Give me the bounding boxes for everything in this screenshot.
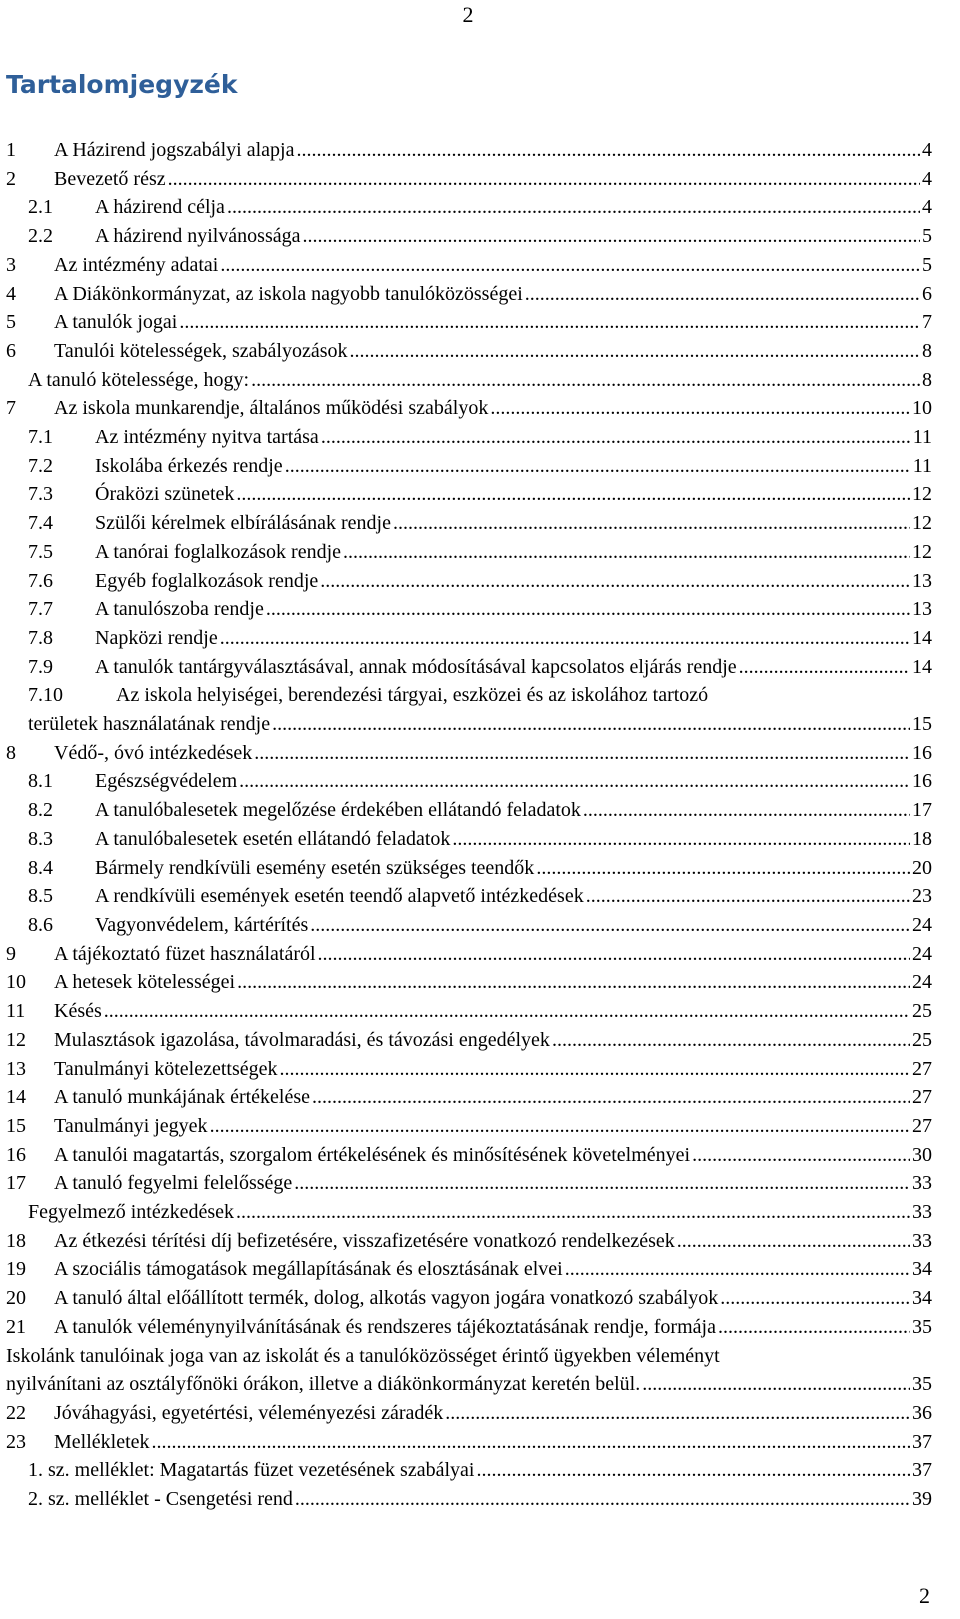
toc-entry-page: 16 — [912, 741, 932, 764]
toc-entry-title: A rendkívüli események esetén teendő alapvető intézkedések — [95, 885, 584, 908]
toc-entry-number: 7.1 — [28, 426, 53, 449]
toc-entry-number: 2.1 — [28, 196, 53, 219]
toc-entry[interactable] — [6, 1198, 932, 1227]
toc-dot-leader — [476, 1456, 910, 1485]
toc-dot-leader — [251, 366, 920, 395]
toc-entry[interactable] — [6, 366, 932, 395]
toc-entry-number: 2 — [6, 167, 16, 190]
toc-entry-number: 11 — [6, 1000, 26, 1023]
toc-dot-leader — [343, 538, 910, 567]
toc-entry-number: 7.7 — [28, 598, 53, 621]
toc-entry-title: A tanuló által előállított termék, dolog, alkotás vagyon jogára vonatkozó szabályok — [54, 1287, 719, 1310]
toc-entry-title: Egészségvédelem — [95, 770, 238, 793]
toc-dot-leader — [318, 940, 910, 969]
toc-entry-page: 24 — [912, 913, 932, 936]
toc-entry-number: 20 — [6, 1287, 26, 1310]
toc-entry-page: 33 — [912, 1229, 932, 1252]
toc-entry[interactable] — [6, 1456, 932, 1485]
toc-dot-leader — [236, 1198, 910, 1227]
toc-entry-page: 24 — [912, 942, 932, 965]
toc-entry-title: A tanulói magatartás, szorgalom értékelésének és minősítésének követelményei — [54, 1143, 691, 1166]
toc-entry-title: területek használatának rendje — [28, 713, 271, 736]
toc-dot-leader — [168, 165, 920, 194]
toc-dot-leader — [220, 624, 910, 653]
toc-entry-number: 8.5 — [28, 885, 53, 908]
table-of-contents — [6, 136, 932, 1514]
toc-entry-number: 8.6 — [28, 913, 53, 936]
toc-dot-leader — [445, 1399, 910, 1428]
toc-entry-title: nyilvánítani az osztályfőnöki órákon, illetve a diákönkormányzat keretén belül. — [6, 1373, 641, 1396]
toc-entry-title: A tanulóbalesetek esetén ellátandó feladatok — [95, 827, 451, 850]
toc-entry[interactable] — [6, 1083, 932, 1112]
toc-dot-leader — [254, 739, 910, 768]
toc-entry-title: A tanulók véleménynyilvánításának és rendszeres tájékoztatásának rendje, formája — [54, 1315, 716, 1338]
toc-entry-title: Az étkezési térítési díj befizetésére, visszafizetésére vonatkozó rendelkezések — [54, 1229, 675, 1252]
toc-entry-number: 7.8 — [28, 626, 53, 649]
toc-entry-number: 14 — [6, 1086, 26, 1109]
toc-dot-leader — [239, 767, 910, 796]
toc-dot-leader — [280, 1055, 910, 1084]
toc-entry-number: 23 — [6, 1430, 26, 1453]
toc-entry-number: 17 — [6, 1172, 26, 1195]
toc-entry[interactable] — [6, 337, 932, 366]
toc-entry-number: 13 — [6, 1057, 26, 1080]
toc-entry-title: 1. sz. melléklet: Magatartás füzet vezetésének szabályai — [28, 1459, 475, 1482]
toc-entry-page: 39 — [912, 1488, 932, 1511]
toc-dot-leader — [310, 911, 910, 940]
toc-entry[interactable] — [6, 710, 932, 739]
toc-dot-leader — [294, 1169, 910, 1198]
toc-entry-title: Fegyelmező intézkedések — [28, 1201, 235, 1224]
toc-dot-leader — [583, 796, 910, 825]
toc-entry-number: 7.4 — [28, 512, 53, 535]
toc-dot-leader — [295, 1485, 910, 1514]
toc-dot-leader — [152, 1428, 910, 1457]
toc-entry-number: 8 — [6, 741, 16, 764]
toc-dot-leader — [272, 710, 910, 739]
toc-entry[interactable] — [6, 251, 932, 280]
toc-dot-leader — [677, 1227, 910, 1256]
toc-entry-page: 34 — [912, 1258, 932, 1281]
toc-entry[interactable] — [6, 509, 932, 538]
toc-entry-line-1 — [6, 681, 932, 710]
toc-entry-page: 8 — [922, 339, 932, 362]
toc-entry-number: 7.9 — [28, 655, 53, 678]
toc-dot-leader — [720, 1284, 910, 1313]
toc-entry-number: 3 — [6, 253, 16, 276]
toc-entry-title: Az iskola munkarendje, általános működési szabályok — [54, 397, 489, 420]
toc-entry[interactable] — [6, 1370, 932, 1399]
toc-dot-leader — [739, 653, 910, 682]
toc-entry[interactable] — [6, 595, 932, 624]
toc-dot-leader — [692, 1141, 910, 1170]
toc-dot-leader — [227, 193, 920, 222]
toc-entry-page: 7 — [922, 311, 932, 334]
toc-entry-number: 1 — [6, 139, 16, 161]
toc-entry-number: 2.2 — [28, 225, 53, 248]
toc-entry-title-part: Az iskola helyiségei, berendezési tárgyai, eszközei és az iskolához tartozó — [116, 684, 709, 707]
toc-entry-page: 6 — [922, 282, 932, 305]
toc-entry-title: A szociális támogatások megállapításának és elosztásának elvei — [54, 1258, 563, 1281]
toc-entry-page: 11 — [912, 454, 932, 477]
toc-entry-page: 4 — [922, 196, 932, 219]
toc-entry-number: 8.1 — [28, 770, 53, 793]
toc-dot-leader — [320, 567, 910, 596]
toc-entry[interactable] — [6, 308, 932, 337]
toc-entry-page: 12 — [912, 483, 932, 506]
toc-entry[interactable] — [6, 165, 932, 194]
toc-entry[interactable] — [6, 940, 932, 969]
toc-entry[interactable] — [6, 452, 932, 481]
toc-entry-page: 15 — [912, 713, 932, 736]
toc-dot-leader — [104, 997, 910, 1026]
toc-entry-page: 18 — [912, 827, 932, 850]
toc-dot-leader — [266, 595, 910, 624]
toc-dot-leader — [285, 452, 911, 481]
toc-entry-page: 4 — [922, 167, 932, 190]
toc-entry-title: Bármely rendkívüli esemény esetén szükséges teendők — [95, 856, 535, 879]
toc-entry-number: 19 — [6, 1258, 26, 1281]
toc-entry-title: Tanulmányi kötelezettségek — [54, 1057, 278, 1080]
toc-entry-title: Iskolába érkezés rendje — [95, 454, 283, 477]
toc-dot-leader — [552, 1026, 910, 1055]
toc-entry-title: 2. sz. melléklet - Csengetési rend — [28, 1488, 293, 1511]
toc-entry[interactable] — [6, 567, 932, 596]
toc-dot-leader — [452, 825, 910, 854]
toc-entry-title: A házirend nyilvánossága — [95, 225, 301, 248]
toc-entry-page: 5 — [922, 225, 932, 248]
toc-dot-leader — [642, 1370, 910, 1399]
page-number-bottom: 2 — [919, 1583, 930, 1608]
toc-entry[interactable] — [6, 767, 932, 796]
toc-entry-title: Egyéb foglalkozások rendje — [95, 569, 319, 592]
toc-entry-number: 7.2 — [28, 454, 53, 477]
toc-entry[interactable] — [6, 1284, 932, 1313]
toc-entry-page: 33 — [912, 1201, 932, 1224]
toc-entry-page: 11 — [912, 426, 932, 449]
toc-entry[interactable] — [6, 423, 932, 452]
toc-entry-page: 33 — [912, 1172, 932, 1195]
toc-entry-number: 6 — [6, 339, 16, 362]
toc-dot-leader — [565, 1255, 910, 1284]
toc-entry-page: 13 — [912, 569, 932, 592]
toc-entry[interactable] — [6, 222, 932, 251]
toc-entry-number: 7.6 — [28, 569, 53, 592]
toc-dot-leader — [718, 1313, 910, 1342]
toc-entry-title: A tanórai foglalkozások rendje — [95, 540, 342, 563]
toc-entry-page: 27 — [912, 1114, 932, 1137]
toc-entry-number: 7.10 — [28, 684, 63, 707]
toc-entry-number: 10 — [6, 971, 26, 994]
toc-dot-leader — [490, 394, 910, 423]
toc-dot-leader — [210, 1112, 910, 1141]
toc-entry-number: 8.2 — [28, 799, 53, 822]
toc-entry-number: 9 — [6, 942, 16, 965]
toc-entry-title: Az intézmény nyitva tartása — [95, 426, 319, 449]
toc-entry[interactable] — [6, 1485, 932, 1514]
toc-entry-title: A tanulószoba rendje — [95, 598, 264, 621]
toc-entry-page: 10 — [912, 397, 932, 420]
toc-entry-title: Tanulmányi jegyek — [54, 1114, 208, 1137]
toc-entry[interactable] — [6, 653, 932, 682]
toc-entry-number: 8.3 — [28, 827, 53, 850]
toc-entry-title: Jóváhagyási, egyetértési, véleményezési záradék — [54, 1401, 444, 1424]
toc-entry-title: Vagyonvédelem, kártérítés — [95, 913, 309, 936]
toc-entry[interactable] — [6, 394, 932, 423]
toc-entry-number: 7.3 — [28, 483, 53, 506]
toc-entry-title: Mulasztások igazolása, távolmaradási, és távozási engedélyek — [54, 1028, 550, 1051]
toc-entry-title: A tanuló fegyelmi felelőssége — [54, 1172, 293, 1195]
toc-entry-number: 16 — [6, 1143, 26, 1166]
toc-entry-title: Tanulói kötelességek, szabályozások — [54, 339, 348, 362]
toc-entry-page: 30 — [912, 1143, 932, 1166]
toc-entry-number: 15 — [6, 1114, 26, 1137]
toc-entry-title: Az intézmény adatai — [54, 253, 219, 276]
toc-entry-page: 12 — [912, 540, 932, 563]
toc-dot-leader — [350, 337, 920, 366]
toc-entry-page: 24 — [912, 971, 932, 994]
toc-entry-page: 35 — [912, 1373, 932, 1396]
toc-entry-title: Napközi rendje — [95, 626, 218, 649]
toc-entry[interactable] — [6, 1055, 932, 1084]
toc-entry-page: 4 — [922, 139, 932, 161]
toc-entry[interactable] — [6, 280, 932, 309]
toc-entry-page: 35 — [912, 1315, 932, 1338]
toc-entry[interactable] — [6, 1399, 932, 1428]
toc-entry-title: A Házirend jogszabályi alapja — [54, 139, 295, 161]
toc-dot-leader — [236, 480, 910, 509]
toc-entry[interactable] — [6, 1169, 932, 1198]
toc-entry-page: 37 — [912, 1459, 932, 1482]
toc-entry-title: Késés — [54, 1000, 102, 1023]
page-title: Tartalomjegyzék — [6, 70, 238, 99]
toc-entry[interactable] — [6, 1112, 932, 1141]
toc-entry-page: 12 — [912, 512, 932, 535]
toc-entry-number: 12 — [6, 1028, 26, 1051]
toc-entry[interactable] — [6, 882, 932, 911]
toc-dot-leader — [237, 968, 910, 997]
toc-entry-title: Védő-, óvó intézkedések — [54, 741, 253, 764]
toc-entry-title: A házirend célja — [95, 196, 225, 219]
toc-dot-leader — [312, 1083, 910, 1112]
toc-entry-page: 17 — [912, 799, 932, 822]
toc-dot-leader — [220, 251, 920, 280]
toc-entry[interactable] — [6, 1227, 932, 1256]
toc-entry[interactable] — [6, 911, 932, 940]
toc-dot-leader — [303, 222, 921, 251]
toc-entry-title: A tanulók jogai — [54, 311, 178, 334]
toc-entry-title: Szülői kérelmek elbírálásának rendje — [95, 512, 391, 535]
toc-entry-title: A tanuló kötelessége, hogy: — [28, 368, 250, 391]
toc-entry-number: 4 — [6, 282, 16, 305]
toc-entry-number: 7 — [6, 397, 16, 420]
toc-entry[interactable] — [6, 538, 932, 567]
toc-entry[interactable] — [6, 193, 932, 222]
toc-dot-leader — [586, 882, 910, 911]
toc-entry[interactable] — [6, 1026, 932, 1055]
toc-entry-page: 23 — [912, 885, 932, 908]
toc-entry-page: 16 — [912, 770, 932, 793]
toc-entry-number: 5 — [6, 311, 16, 334]
page-number-top: 2 — [462, 2, 474, 27]
toc-entry[interactable] — [6, 1428, 932, 1457]
toc-dot-leader — [393, 509, 910, 538]
toc-entry-page: 14 — [912, 626, 932, 649]
toc-entry[interactable] — [6, 1313, 932, 1342]
toc-dot-leader — [321, 423, 911, 452]
toc-entry[interactable] — [6, 136, 932, 165]
toc-entry-number: 7.5 — [28, 540, 53, 563]
toc-entry-page: 8 — [922, 368, 932, 391]
toc-entry-title: Mellékletek — [54, 1430, 150, 1453]
toc-entry[interactable] — [6, 1255, 932, 1284]
toc-entry[interactable] — [6, 997, 932, 1026]
toc-dot-leader — [525, 280, 920, 309]
toc-entry-page: 20 — [912, 856, 932, 879]
toc-entry-title: A tájékoztató füzet használatáról — [54, 942, 316, 965]
toc-entry-page: 36 — [912, 1401, 932, 1424]
toc-entry-title: Bevezető rész — [54, 167, 166, 190]
toc-entry[interactable] — [6, 825, 932, 854]
toc-entry-line-1 — [6, 1342, 932, 1371]
toc-entry-page: 27 — [912, 1057, 932, 1080]
toc-entry-title-part: Iskolánk tanulóinak joga van az iskolát és a tanulóközösséget érintő ügyekben véleményt — [6, 1344, 720, 1367]
toc-entry[interactable] — [6, 739, 932, 768]
toc-entry-number: 22 — [6, 1401, 26, 1424]
toc-entry-page: 5 — [922, 253, 932, 276]
toc-entry-number: 8.4 — [28, 856, 53, 879]
toc-entry-number: 21 — [6, 1315, 26, 1338]
toc-entry[interactable] — [6, 624, 932, 653]
toc-entry[interactable] — [6, 1141, 932, 1170]
toc-entry-title: A tanuló munkájának értékelése — [54, 1086, 311, 1109]
toc-entry-page: 25 — [912, 1000, 932, 1023]
toc-entry-number: 18 — [6, 1229, 26, 1252]
toc-dot-leader — [296, 136, 920, 165]
toc-entry-title: Óraközi szünetek — [95, 483, 235, 506]
toc-entry[interactable] — [6, 480, 932, 509]
toc-entry-title: A hetesek kötelességei — [54, 971, 236, 994]
toc-entry-page: 25 — [912, 1028, 932, 1051]
toc-entry-page: 27 — [912, 1086, 932, 1109]
toc-entry-page: 37 — [912, 1430, 932, 1453]
toc-dot-leader — [179, 308, 920, 337]
toc-entry-title: A tanulóbalesetek megelőzése érdekében ellátandó feladatok — [95, 799, 581, 822]
toc-entry[interactable] — [6, 854, 932, 883]
toc-entry-title: A tanulók tantárgyválasztásával, annak módosításával kapcsolatos eljárás rendje — [95, 655, 737, 678]
toc-entry[interactable] — [6, 796, 932, 825]
toc-entry-page: 13 — [912, 598, 932, 621]
toc-entry-page: 34 — [912, 1287, 932, 1310]
toc-entry-page: 14 — [912, 655, 932, 678]
toc-entry[interactable] — [6, 968, 932, 997]
toc-entry-title: A Diákönkormányzat, az iskola nagyobb tanulóközösségei — [54, 282, 523, 305]
toc-dot-leader — [536, 854, 910, 883]
